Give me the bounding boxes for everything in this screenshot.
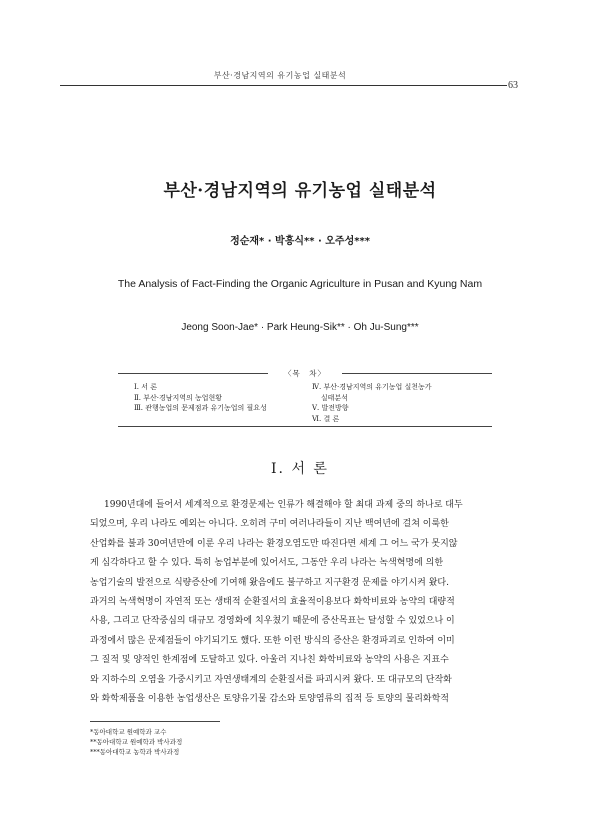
running-head: 부산·경남지역의 유기농업 실태분석 — [213, 71, 347, 80]
body-line: 농업기술의 발전으로 식량증산에 기여해 왔음에도 불구하고 지구환경 문제를 야기시켜 왔다. — [90, 577, 449, 588]
body-line: 산업화를 불과 30여년만에 이룬 우리 나라는 환경오염도만 따진다면 세계 그 어느 국가 못지않 — [90, 538, 458, 549]
toc-item: Ⅱ. 부산·경남지역의 농업현황 — [134, 393, 223, 402]
toc-rule-right — [342, 373, 492, 374]
body-line: 그 질적 및 양적인 한계점에 도달하고 있다. 아울러 지나친 화학비료와 농약의 사용은 지표수 — [90, 655, 449, 666]
toc-item: Ⅳ. 부산·경남지역의 유기농업 실천농가 — [312, 383, 432, 391]
footnote: ***동아대학교 농학과 박사과정 — [90, 748, 180, 756]
body-line: 와 지하수의 오염을 가중시키고 자연생태계의 순환질서를 파괴시켜 왔다. 또 대규모의 단작화 — [90, 674, 452, 685]
toc-item: Ⅴ. 발전방향 — [312, 404, 349, 412]
toc-left-column — [134, 382, 267, 414]
section-heading: Ⅰ. 서 론 — [271, 461, 329, 477]
body-line: 1990년대에 들어서 세계적으로 환경문제는 인류가 해결해야 할 최대 과제 중의 하나로 대두 — [104, 500, 463, 510]
body-text — [90, 496, 525, 709]
toc-item: Ⅲ. 관행농업의 문제점과 유기농업의 필요성 — [134, 404, 267, 412]
body-line: 되었으며, 우리 나라도 예외는 아니다. 오히려 구미 여러나라들이 지난 백여년에 걸쳐 이룩한 — [90, 519, 449, 530]
toc-item: Ⅰ. 서 론 — [134, 383, 157, 391]
toc-item: 실태분석 — [312, 393, 348, 402]
authors-english: Jeong Soon-Jae* · Park Heung-Sik** · Oh Ju-Sung*** — [181, 322, 419, 333]
toc-label: 〈목 차〉 — [284, 369, 326, 378]
toc-right-column — [312, 382, 432, 424]
footnote: **동아대학교 원예학과 박사과정 — [90, 738, 183, 746]
article-title: 부산·경남지역의 유기농업 실태분석 — [163, 181, 437, 201]
footnote-rule — [90, 721, 220, 722]
article-title-english: The Analysis of Fact-Finding the Organic Agriculture in Pusan and Kyung Nam — [117, 278, 483, 290]
body-line: 와 화학제품을 이용한 농업생산은 토양유기물 감소와 토양염류의 집적 등 토양의 물리화학적 — [90, 694, 449, 705]
header-rule — [60, 85, 507, 86]
body-line: 과정에서 많은 문제점들이 야기되기도 했다. 또한 이런 방식의 증산은 환경파괴로 인하여 이미 — [90, 635, 455, 646]
authors-korean: 정순재* · 박흥식** · 오주성*** — [230, 236, 370, 247]
table-of-contents — [118, 368, 492, 426]
toc-rule-bottom — [118, 426, 492, 427]
body-line: 사용, 그리고 단작중심의 대규모 경영화에 치우쳤기 때문에 증산목표는 달성할 수 있었으나 이 — [90, 616, 455, 627]
page-number: 63 — [508, 80, 518, 91]
footnote: *동아대학교 원예학과 교수 — [90, 728, 167, 736]
body-line: 과거의 녹색혁명이 자연적 또는 생태적 순환질서의 효율적이용보다 화학비료와 농약의 대량적 — [90, 597, 455, 608]
body-line: 게 심각하다고 할 수 있다. 특히 농업부분에 있어서도, 그동안 우리 나라는 녹색혁명에 의한 — [90, 558, 444, 569]
footnotes — [90, 727, 182, 757]
toc-item: Ⅵ. 결 론 — [312, 414, 340, 423]
